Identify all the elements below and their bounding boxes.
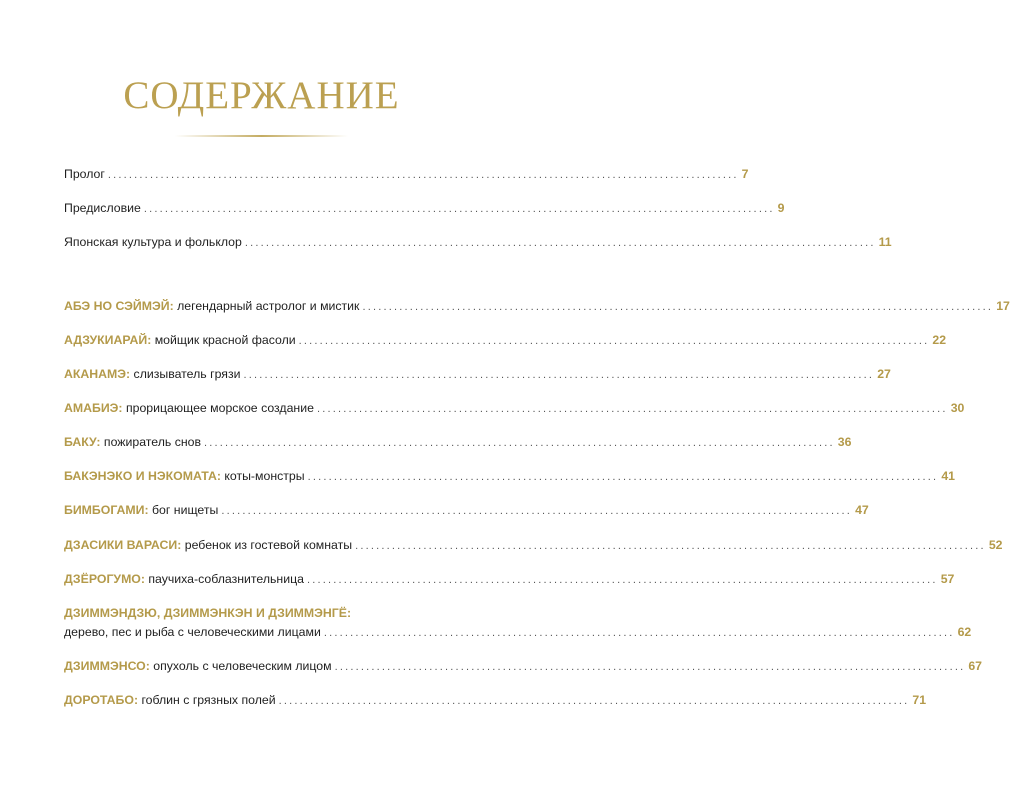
toc-entry-heading: ДЗЁРОГУМО: [64, 572, 145, 586]
leader-dots: ........................................................................................................................ [221, 505, 853, 517]
toc-entry-heading: АКАНАМЭ: [64, 367, 131, 381]
leader-dots: ........................................................................................................................ [204, 437, 835, 449]
toc-entry-text: дерево, пес и рыба с человеческими лицами [64, 625, 321, 639]
toc-entry-label [64, 298, 359, 314]
leader-dots: ........................................................................................................................ [278, 695, 910, 707]
toc-entry-text: коты-монстры [220, 469, 305, 483]
leader-dots: ........................................................................................................................ [298, 335, 930, 347]
toc-entry-text: Предисловие [64, 201, 141, 215]
toc-page-number: 52 [988, 538, 1003, 552]
toc-page-number: 41 [941, 469, 956, 483]
toc-entry-label [64, 468, 305, 484]
leader-dots: ........................................................................................................................ [362, 301, 994, 313]
page-title: СОДЕРЖАНИЕ [123, 74, 400, 117]
toc-page-number: 36 [837, 435, 852, 449]
toc-entry-heading: АМАБИЭ: [64, 401, 123, 415]
toc-entry-heading: ДЗИММЭНСО: [64, 659, 150, 673]
toc-entry[interactable] [64, 502, 869, 519]
title-divider [175, 135, 348, 137]
toc-page-number: 71 [912, 693, 927, 707]
toc-entry[interactable] [64, 332, 947, 349]
toc-entry-text: Пролог [64, 167, 105, 181]
toc-entry-label [64, 571, 304, 587]
toc-entry-text: ребенок из гостевой комнаты [181, 538, 353, 552]
toc-page-number: 9 [777, 201, 785, 215]
toc-entry[interactable] [64, 624, 972, 641]
toc-page-number: 57 [940, 572, 955, 586]
toc-entry-text: гоблин с грязных полей [138, 693, 276, 707]
toc-page-number: 62 [957, 625, 972, 639]
toc-entry-heading: БАКЭНЭКО И НЭКОМАТА: [64, 469, 221, 483]
toc-entry-heading: ДЗИММЭНДЗЮ, ДЗИММЭНКЭН И ДЗИММЭНГЁ: [64, 606, 352, 620]
toc-entry-heading: БИМБОГАМИ: [64, 503, 149, 517]
toc-entry[interactable] [64, 658, 983, 675]
toc-entry[interactable] [64, 692, 927, 709]
toc-entry-heading: АДЗУКИАРАЙ: [64, 333, 152, 347]
toc-entry[interactable] [64, 298, 1010, 315]
toc-page-number: 47 [855, 503, 869, 517]
toc-entry[interactable] [64, 537, 1003, 554]
toc-entry-text: пожиратель снов [100, 435, 202, 449]
toc-entry-text: опухоль с человеческим лицом [149, 659, 332, 673]
toc-page-number: 30 [950, 401, 965, 415]
toc-entry-prolog[interactable] [64, 166, 749, 183]
toc-page-number: 27 [877, 367, 891, 381]
toc-page-number: 22 [932, 333, 947, 347]
toc-entry-heading: БАКУ: [64, 435, 101, 449]
toc-page-number: 11 [878, 235, 892, 249]
toc-entry[interactable] [64, 400, 965, 417]
leader-dots: ........................................................................................................................ [306, 574, 938, 586]
leader-dots: ........................................................................................................................ [143, 203, 775, 215]
toc-entry-text: паучиха-соблазнительница [144, 572, 304, 586]
toc-entry-label [64, 502, 218, 518]
toc-entry-preface[interactable] [64, 200, 785, 217]
leader-dots: ........................................................................................................................ [355, 540, 986, 552]
leader-dots: ........................................................................................................................ [243, 369, 875, 381]
toc-entry-label [64, 537, 352, 553]
toc-entry-heading: ДОРОТАБО: [64, 693, 139, 707]
toc-entry-label [64, 658, 332, 674]
toc-entry-text: легендарный астролог и мистик [173, 299, 360, 313]
leader-dots: ........................................................................................................................ [307, 471, 939, 483]
toc-entry-heading: ДЗАСИКИ ВАРАСИ: [64, 538, 182, 552]
toc-entry-text: слизыватель грязи [130, 367, 241, 381]
toc-entry-text: мойщик красной фасоли [151, 333, 296, 347]
leader-dots: ........................................................................................................................ [244, 237, 876, 249]
toc-entry-text: Японская культура и фольклор [64, 235, 242, 249]
toc-page-number: 7 [741, 167, 749, 181]
toc-page-number: 17 [996, 299, 1010, 313]
toc-entry[interactable] [64, 571, 955, 588]
toc-entry[interactable] [64, 468, 956, 485]
toc-entry-text: прорицающее морское создание [122, 401, 314, 415]
toc-entry-label [64, 400, 314, 416]
toc-page-number: 67 [968, 659, 983, 673]
toc-entry-label [64, 366, 240, 382]
leader-dots: ........................................................................................................................ [107, 169, 739, 181]
toc-entry-label [64, 434, 201, 450]
toc-entry[interactable] [64, 366, 891, 383]
toc-entry-label [64, 692, 276, 708]
toc-entry-text: бог нищеты [148, 503, 219, 517]
leader-dots: ........................................................................................................................ [334, 661, 966, 673]
toc-entry[interactable] [64, 434, 852, 451]
toc-entry-japanese-culture[interactable] [64, 234, 892, 251]
leader-dots: ........................................................................................................................ [323, 627, 955, 639]
leader-dots: ........................................................................................................................ [316, 403, 948, 415]
toc-entry-label [64, 332, 296, 348]
toc-entry-heading: АБЭ НО СЭЙМЭЙ: [64, 299, 174, 313]
